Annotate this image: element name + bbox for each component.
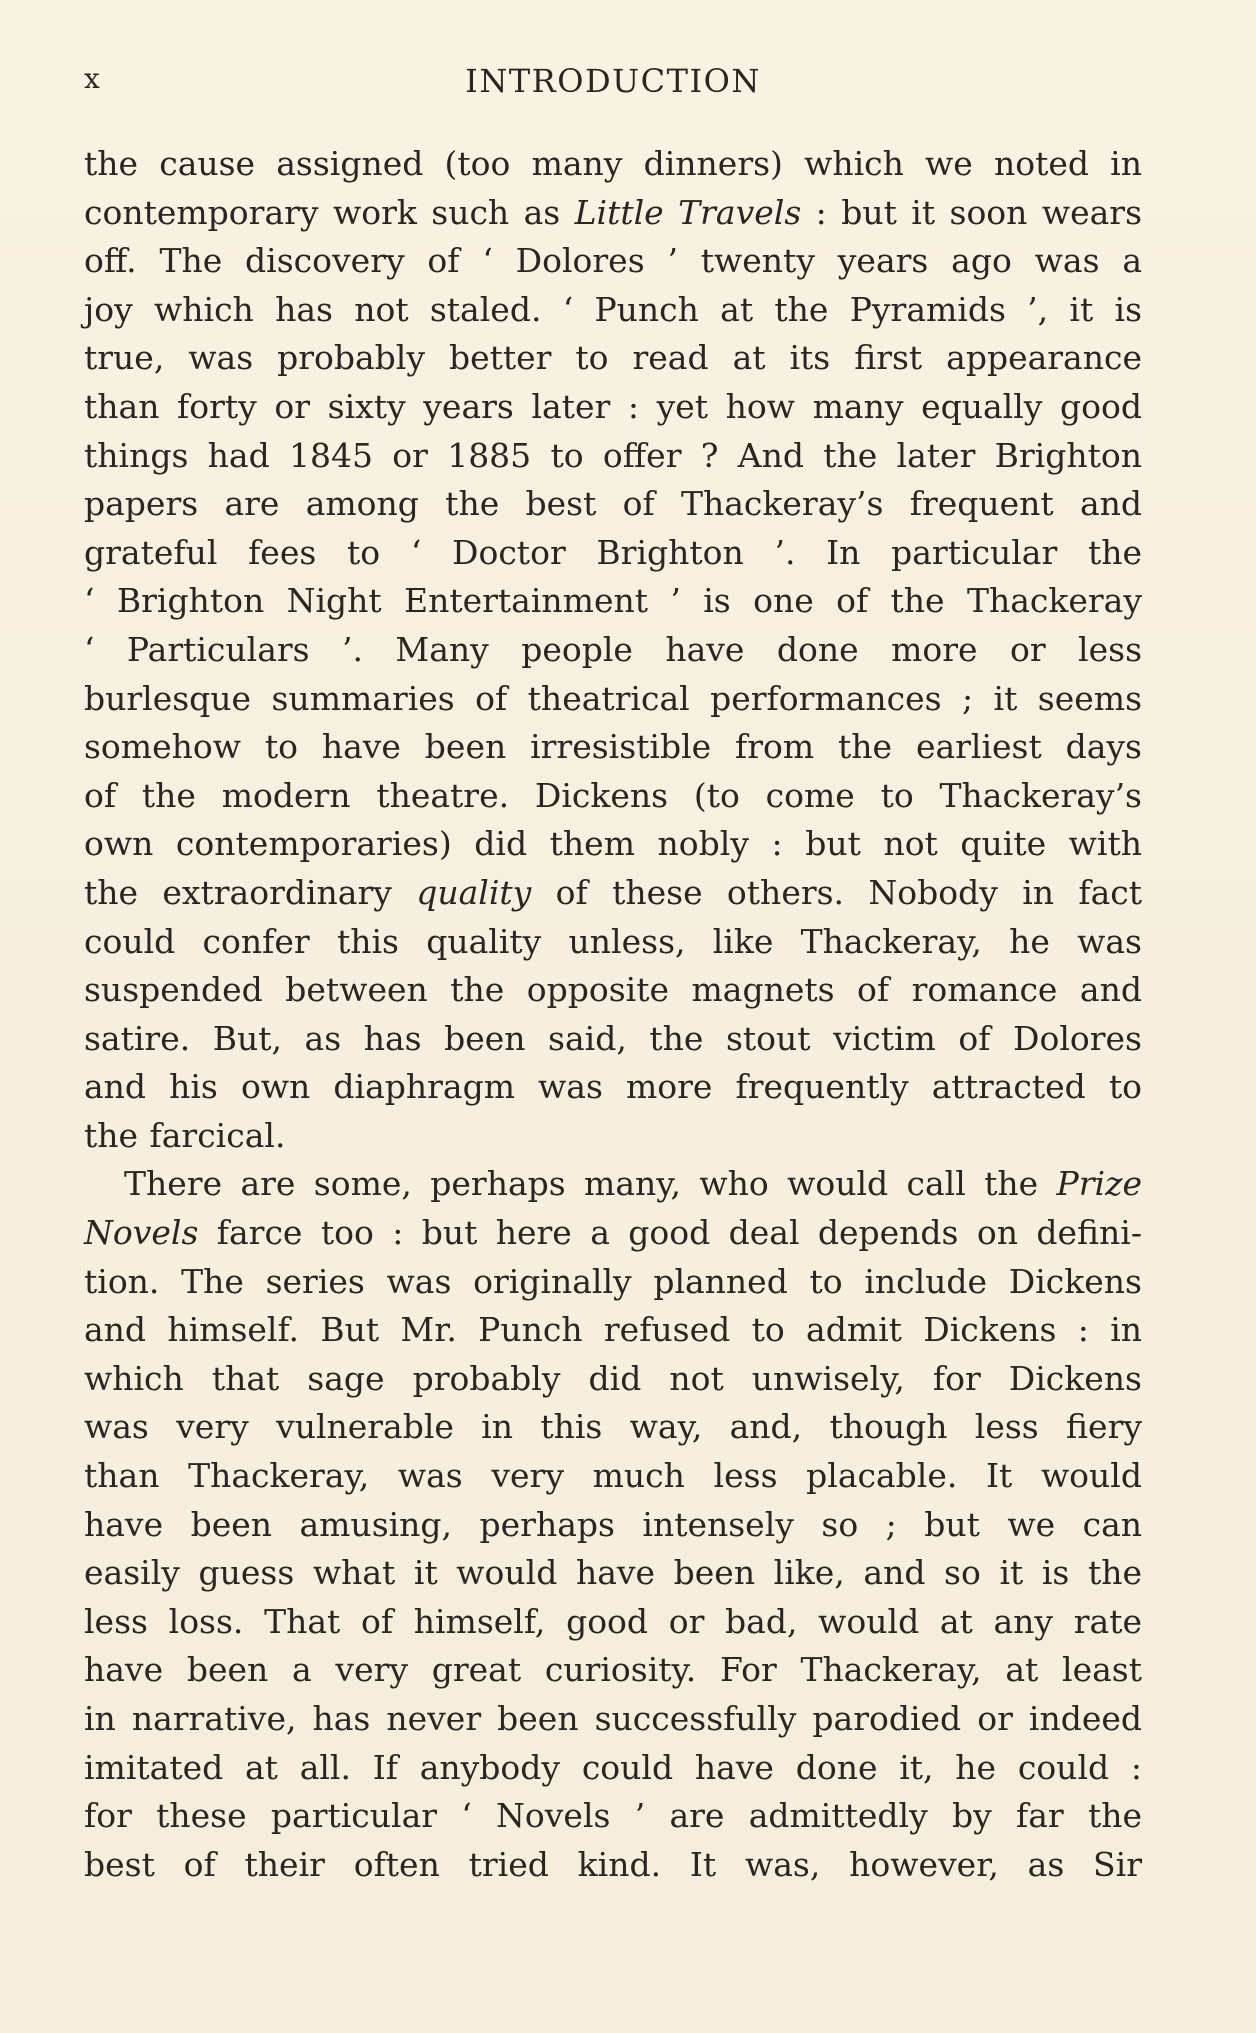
- text-line: for these particular ‘ Novels ’ are admittedly by far the: [84, 1796, 1142, 1836]
- text-line: easily guess what it would have been like, and so it is the: [84, 1553, 1142, 1593]
- text-line: have been a very great curiosity. For Thackeray, at least: [84, 1650, 1142, 1690]
- text-line: true, was probably better to read at its first appearance: [84, 338, 1142, 378]
- text-line: somehow to have been irresistible from the earliest days: [84, 727, 1142, 767]
- italic-title: Little Travels: [574, 192, 802, 232]
- text-line: could confer this quality unless, like Thackeray, he was: [84, 921, 1142, 961]
- page-number: x: [84, 62, 101, 95]
- text-line: which that sage probably did not unwisely, for Dickens: [84, 1358, 1142, 1398]
- italic-word: quality: [416, 872, 532, 912]
- italic-title: Prize: [1056, 1164, 1142, 1204]
- text-line: ‘ Particulars ’. Many people have done more or less: [84, 629, 1142, 669]
- text-line: and his own diaphragm was more frequently attracted to: [84, 1067, 1142, 1107]
- running-head: INTRODUCTION: [465, 62, 761, 100]
- text-line: own contemporaries) did them nobly : but not quite with: [84, 824, 1142, 864]
- text-line: the cause assigned (too many dinners) which we noted in: [84, 144, 1142, 183]
- page-header: [84, 62, 1142, 102]
- text-line: than Thackeray, was very much less placable. It would: [84, 1456, 1142, 1496]
- text-line: joy which has not staled. ‘ Punch at the Pyramids ’, it is: [84, 289, 1142, 329]
- text-line: grateful fees to ‘ Doctor Brighton ’. In particular the: [84, 532, 1142, 572]
- text-line: than forty or sixty years later : yet how many equally good: [84, 386, 1142, 426]
- text-line: in narrative, has never been successfully parodied or indeed: [84, 1699, 1142, 1738]
- text-line: Novels farce too : but here a good deal depends on defini-: [84, 1213, 1142, 1253]
- text-line: satire. But, as has been said, the stout victim of Dolores: [84, 1018, 1142, 1058]
- text-line: suspended between the opposite magnets of romance and: [84, 970, 1142, 1010]
- text-line: papers are among the best of Thackeray’s frequent and: [84, 484, 1142, 524]
- text-line: best of their often tried kind. It was, however, as Sir: [84, 1844, 1142, 1884]
- text-line: things had 1845 or 1885 to offer ? And the later Brighton: [84, 435, 1142, 475]
- text-line: imitated at all. If anybody could have done it, he could :: [84, 1747, 1142, 1787]
- text-line: and himself. But Mr. Punch refused to admit Dickens : in: [84, 1310, 1142, 1350]
- text-line: was very vulnerable in this way, and, though less fiery: [84, 1407, 1142, 1447]
- text-line: the farcical.: [84, 1115, 286, 1155]
- text-line: off. The discovery of ‘ Dolores ’ twenty years ago was a: [84, 241, 1142, 281]
- text-line: There are some, perhaps many, who would call the Prize: [124, 1164, 1142, 1204]
- text-line: less loss. That of himself, good or bad, would at any rate: [84, 1601, 1142, 1641]
- text-line: tion. The series was originally planned to include Dickens: [84, 1261, 1142, 1301]
- body-text: [84, 140, 1142, 1889]
- text-line: burlesque summaries of theatrical performances ; it seems: [84, 678, 1142, 718]
- text-line: ‘ Brighton Night Entertainment ’ is one of the Thackeray: [84, 581, 1142, 621]
- text-line: contemporary work such as Little Travels : but it soon wears: [84, 192, 1143, 232]
- text-line: the extraordinary quality of these others. Nobody in fact: [84, 872, 1142, 912]
- italic-title: Novels: [84, 1213, 199, 1253]
- text-line: have been amusing, perhaps intensely so ; but we can: [84, 1504, 1142, 1544]
- text-line: of the modern theatre. Dickens (to come to Thackeray’s: [84, 775, 1142, 815]
